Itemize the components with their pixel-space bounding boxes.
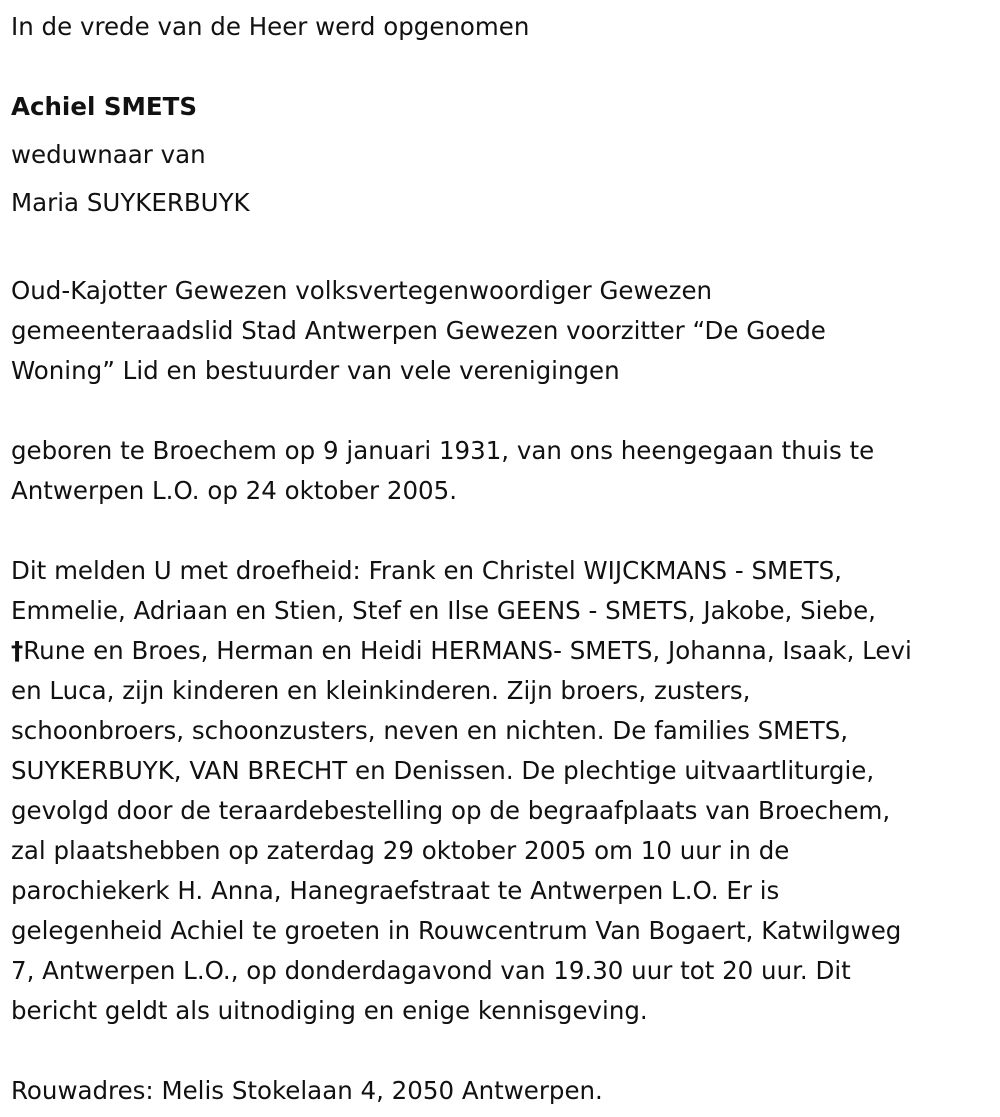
spacer <box>11 231 991 271</box>
announcement-line: gevolgd door de teraardebestelling op de begraafplaats van Broechem, <box>11 796 891 825</box>
birth-death-paragraph <box>11 431 991 511</box>
spacer <box>11 47 991 55</box>
announcement-line: schoonbroers, schoonzusters, neven en nichten. De families SMETS, <box>11 716 849 745</box>
announcement-line: bericht geldt als uitnodiging en enige kennisgeving. <box>11 996 648 1025</box>
birth-death-line: Antwerpen L.O. op 24 oktober 2005. <box>11 476 458 505</box>
announcement-line: zal plaatshebben op zaterdag 29 oktober 2005 om 10 uur in de <box>11 836 790 865</box>
relation-text: weduwnaar van <box>11 140 206 169</box>
obituary-document <box>11 7 991 1111</box>
spouse-name: Maria SUYKERBUYK <box>11 188 250 217</box>
announcement-line: gelegenheid Achiel te groeten in Rouwcentrum Van Bogaert, Katwilgweg <box>11 916 902 945</box>
titles-line: Oud-Kajotter Gewezen volksvertegenwoordiger Gewezen <box>11 276 713 305</box>
announcement-line: parochiekerk H. Anna, Hanegraefstraat te Antwerpen L.O. Er is <box>11 876 780 905</box>
announcement-line: SUYKERBUYK, VAN BRECHT en Denissen. De plechtige uitvaartliturgie, <box>11 756 875 785</box>
titles-paragraph <box>11 271 991 391</box>
announcement-paragraph <box>11 551 991 1031</box>
titles-line: gemeenteraadslid Stad Antwerpen Gewezen voorzitter “De Goede <box>11 316 826 345</box>
announcement-line-with-cross <box>11 631 991 671</box>
announcement-line: Dit melden U met droefheid: Frank en Christel WIJCKMANS - SMETS, <box>11 556 842 585</box>
spacer <box>11 55 991 87</box>
funeral-address: Rouwadres: Melis Stokelaan 4, 2050 Antwerpen. <box>11 1076 603 1105</box>
spacer <box>11 1031 991 1071</box>
cross-icon: † <box>11 636 24 665</box>
announcement-line: en Luca, zijn kinderen en kleinkinderen. Zijn broers, zusters, <box>11 676 751 705</box>
titles-line: Woning” Lid en bestuurder van vele verenigingen <box>11 356 620 385</box>
announcement-line-text: Rune en Broes, Herman en Heidi HERMANS- SMETS, Johanna, Isaak, Levi <box>23 636 912 665</box>
announcement-line: 7, Antwerpen L.O., op donderdagavond van 19.30 uur tot 20 uur. Dit <box>11 956 851 985</box>
spacer <box>11 391 991 431</box>
deceased-name: Achiel SMETS <box>11 92 197 121</box>
intro-line: In de vrede van de Heer werd opgenomen <box>11 12 530 41</box>
birth-death-line: geboren te Broechem op 9 januari 1931, van ons heengegaan thuis te <box>11 436 875 465</box>
spacer <box>11 511 991 551</box>
announcement-line: Emmelie, Adriaan en Stien, Stef en Ilse GEENS - SMETS, Jakobe, Siebe, <box>11 596 876 625</box>
